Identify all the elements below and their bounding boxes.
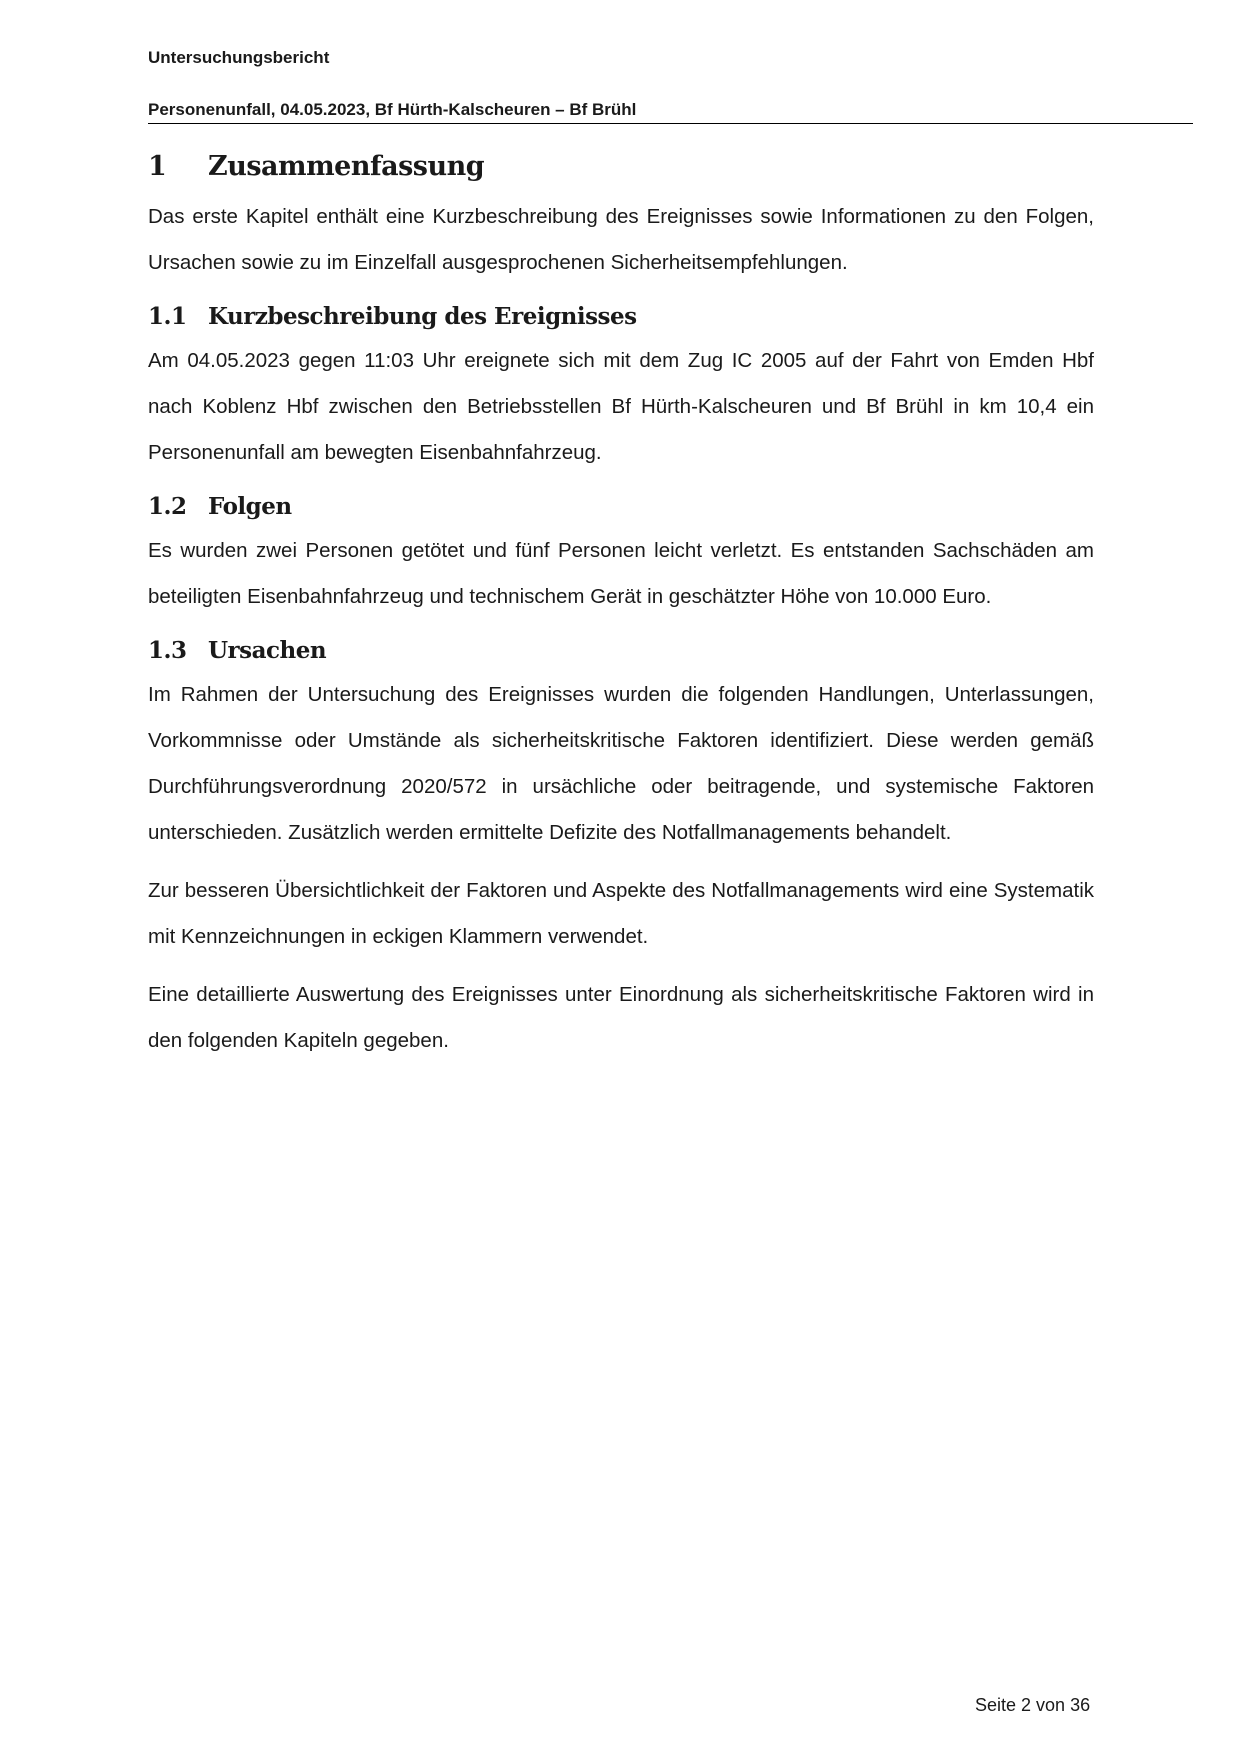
header-subtitle: Personenunfall, 04.05.2023, Bf Hürth-Kalscheuren – Bf Brühl xyxy=(148,100,637,119)
section-title: Kurzbeschreibung des Ereignisses xyxy=(208,303,637,330)
page-content xyxy=(148,146,1094,1076)
section-heading xyxy=(148,632,1094,670)
section-title: Folgen xyxy=(208,493,292,520)
header-divider xyxy=(148,123,1193,124)
paragraph: Im Rahmen der Untersuchung des Ereignisses wurden die folgenden Handlungen, Unterlassungen, Vorkommnisse oder Umstände als sicherheitskritische Faktoren identifiziert. Diese werden gemäß Durchführungsverordnung 2020/572 in ursächliche oder beitragende, und systemische Faktoren unterschieden. Zusätzlich werden ermittelte Defizite des Notfallmanagements behandelt. xyxy=(148,683,1094,844)
section-title: Ursachen xyxy=(208,637,327,664)
section-number: 1.1 xyxy=(148,303,187,330)
header-title: Untersuchungsbericht xyxy=(148,48,330,67)
section-number: 1.3 xyxy=(148,637,187,664)
chapter-intro: Das erste Kapitel enthält eine Kurzbeschreibung des Ereignisses sowie Informationen zu den Folgen, Ursachen sowie zu im Einzelfall ausgesprochenen Sicherheitsempfehlungen. xyxy=(148,205,1094,274)
section-heading xyxy=(148,488,1094,526)
section-ursachen xyxy=(148,632,1094,1064)
chapter-number: 1 xyxy=(148,151,167,182)
section-folgen xyxy=(148,488,1094,620)
section-heading xyxy=(148,298,1094,336)
chapter-title: Zusammenfassung xyxy=(208,151,485,182)
section-number: 1.2 xyxy=(148,493,187,520)
section-kurzbeschreibung xyxy=(148,298,1094,476)
page-number: Seite 2 von 36 xyxy=(975,1695,1091,1715)
paragraph: Am 04.05.2023 gegen 11:03 Uhr ereignete sich mit dem Zug IC 2005 auf der Fahrt von Emden Hbf nach Koblenz Hbf zwischen den Betriebsstellen Bf Hürth-Kalscheuren und Bf Brühl in km 10,4 ein Personenunfall am bewegten Eisenbahnfahrzeug. xyxy=(148,349,1094,464)
paragraph: Eine detaillierte Auswertung des Ereignisses unter Einordnung als sicherheitskritische Faktoren wird in den folgenden Kapiteln gegeben. xyxy=(148,983,1094,1052)
paragraph: Es wurden zwei Personen getötet und fünf Personen leicht verletzt. Es entstanden Sachschäden am beteiligten Eisenbahnfahrzeug und technischem Gerät in geschätzter Höhe von 10.000 Euro. xyxy=(148,539,1094,608)
paragraph: Zur besseren Übersichtlichkeit der Faktoren und Aspekte des Notfallmanagements wird eine Systematik mit Kennzeichnungen in eckigen Klammern verwendet. xyxy=(148,879,1094,948)
chapter-heading xyxy=(148,146,1094,188)
